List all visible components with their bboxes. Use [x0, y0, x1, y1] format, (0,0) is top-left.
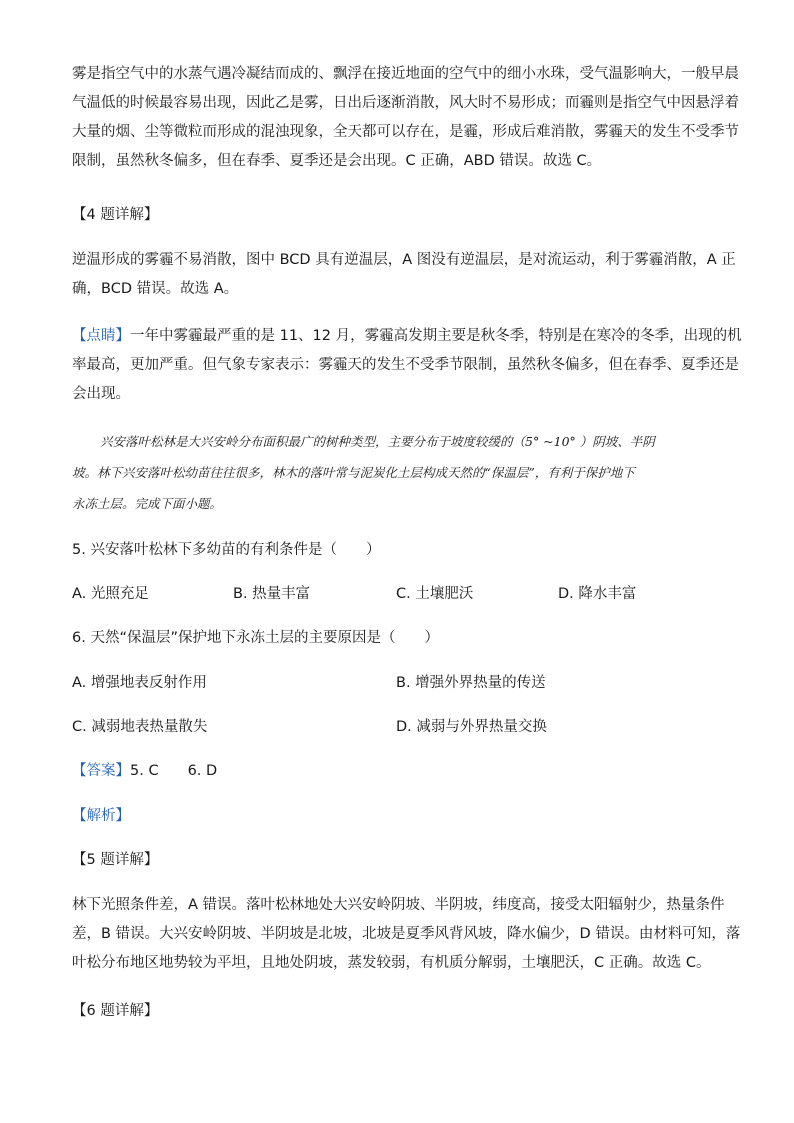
- explanation-paragraph-q5: [72, 891, 741, 978]
- answer-line: [72, 761, 217, 781]
- q6-detail-heading: 【6 题详解】: [72, 1003, 159, 1019]
- text-line: 限制，虽然秋冬偏多，但在春季、夏季还是会出现。C 正确，ABD 错误。故选 C。: [72, 153, 602, 169]
- dianjing-paragraph: [72, 322, 742, 409]
- question-5-stem: 5. 兴安落叶松林下多幼苗的有利条件是（ ）: [72, 542, 381, 558]
- passage-line: 兴安落叶松林是大兴安岭分布面积最广的树种类型，主要分布于坡度较缓的（5° ~10° ）阴坡、半阴: [100, 434, 655, 449]
- q6-option-b: B. 增强外界热量的传送: [396, 675, 546, 691]
- text-line: 率最高，更加严重。但气象专家表示：雾霾天的发生不受季节限制，虽然秋冬偏多，但在春季、夏季还是: [72, 357, 739, 373]
- text-line: 林下光照条件差，A 错误。落叶松林地处大兴安岭阴坡、半阴坡，纬度高，接受太阳辐射少，热量条件: [72, 897, 725, 913]
- analysis-label: 【解析】: [72, 808, 130, 824]
- q6-option-d: D. 减弱与外界热量交换: [396, 719, 547, 735]
- explanation-paragraph-q4: [72, 246, 736, 304]
- q5-option-b: B. 热量丰富: [233, 586, 311, 602]
- text-line: 气温低的时候最容易出现，因此乙是雾，日出后逐渐消散，风大时不易形成；而霾则是指空气中因悬浮着: [72, 95, 739, 111]
- question-6-stem: 6. 天然“保温层”保护地下永冻土层的主要原因是（ ）: [72, 630, 439, 646]
- answer-label: 【答案】: [72, 763, 130, 779]
- text-line: 大量的烟、尘等微粒而形成的混浊现象，全天都可以存在，是霾，形成后难消散，雾霾天的发生不受季节: [72, 124, 739, 140]
- dianjing-label: 【点睛】: [72, 328, 130, 344]
- passage-line: 永冻土层。完成下面小题。: [72, 496, 223, 511]
- text-line: 确，BCD 错误。故选 A。: [72, 281, 239, 297]
- text-line: 逆温形成的雾霾不易消散，图中 BCD 具有逆温层，A 图没有逆温层，是对流运动，利于雾霾消散，A 正: [72, 252, 736, 268]
- q5-option-a: A. 光照充足: [72, 586, 149, 602]
- q6-option-a: A. 增强地表反射作用: [72, 675, 207, 691]
- dianjing-text: 一年中雾霾最严重的是 11、12 月，雾霾高发期主要是秋冬季，特别是在寒冷的冬季，出现的机: [130, 328, 742, 344]
- passage-line: 坡。林下兴安落叶松幼苗往往很多，林木的落叶常与泥炭化土层构成天然的“保温层”，有利于保护地下: [72, 465, 635, 480]
- text-line: 会出现。: [72, 386, 130, 402]
- answer-text: 5. C 6. D: [130, 763, 218, 779]
- q5-option-c: C. 土壤肥沃: [396, 586, 474, 602]
- q6-option-c: C. 减弱地表热量散失: [72, 719, 208, 735]
- text-line: 差，B 错误。大兴安岭阴坡、半阴坡是北坡，北坡是夏季风背风坡，降水偏少，D 错误。由材料可知，落: [72, 926, 741, 942]
- q5-option-d: D. 降水丰富: [558, 586, 637, 602]
- reading-passage: [72, 426, 722, 519]
- explanation-paragraph-fog-haze: [72, 60, 739, 176]
- text-line: 雾是指空气中的水蒸气遇冷凝结而成的、飘浮在接近地面的空气中的细小水珠，受气温影响大，一般早晨: [72, 66, 739, 82]
- text-line: 叶松分布地区地势较为平坦，且地处阴坡，蒸发较弱，有机质分解弱，土壤肥沃，C 正确。故选 C。: [72, 955, 711, 971]
- q4-detail-heading: 【4 题详解】: [72, 207, 159, 223]
- text-line: [72, 322, 742, 351]
- q5-detail-heading: 【5 题详解】: [72, 852, 159, 868]
